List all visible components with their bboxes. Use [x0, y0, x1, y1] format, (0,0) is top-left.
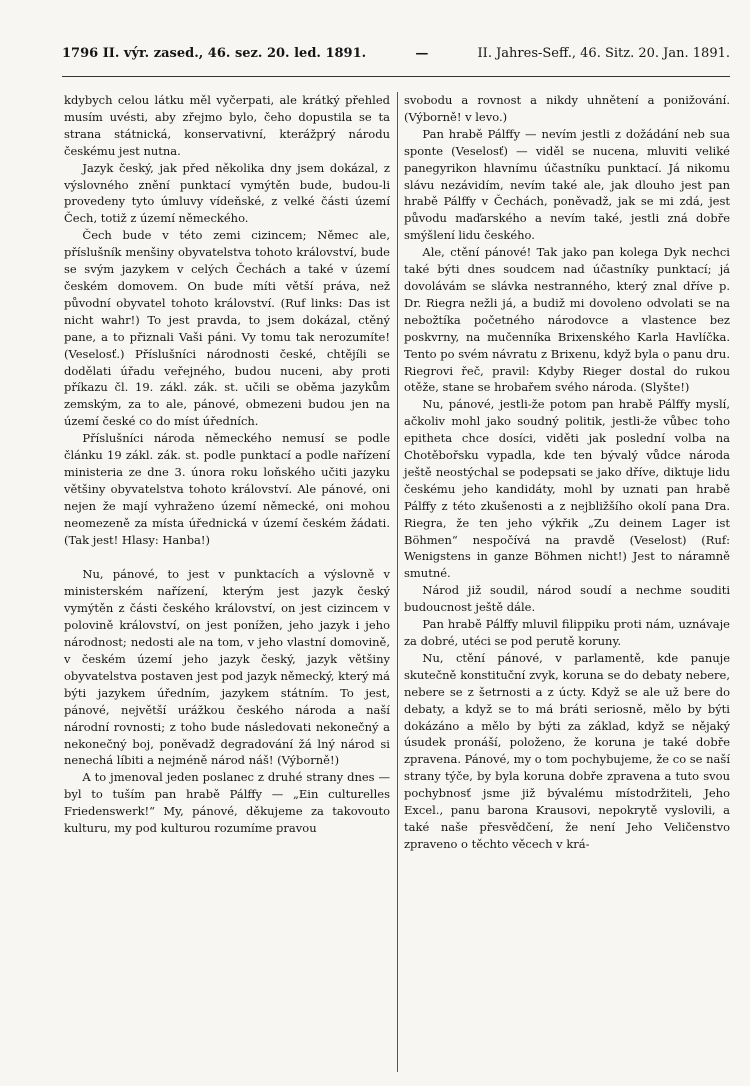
paragraph: Národ již soudil, národ soudí a nechme souditi budoucnost ještě dále.	[404, 583, 730, 615]
paragraph: Pan hrabě Pálffy — nevím jestli z dožádání neb sua sponte (Veselosť) — viděl se nucena, mluviti veliké panegyrikon hlavnímu účastníku punktací. Já nikomu slávu nezávidím, nevím také ale, jak dlouho jest pan hrabě Pálffy v Čechách, poněvadž, jak se mi zdá, jest původu maďarského a nevím také, jestli zná dobře smýšlení lidu českého.	[404, 126, 730, 243]
paragraph: Nu, pánové, jestli-že potom pan hrabě Pálffy myslí, ačkoliv mohl jako soudný politik, jestli-že vůbec toho epitheta chce dosíci, viděti jak poslední volba na Chotěbořsku vypadla, kde ten bývalý vůdce národa ještě neostýchal se podepsati se jako dříve, diktuje lidu českému jeho kandidáty, mohl by uznati pan hrabě Pálffy z této zkušenosti a z nejbližšího okolí pana Dra. Riegra, že ten jeho výkřik „Zu deinem Lager ist Böhmen“ nespočívá na pravdě (Veselost) (Ruf: Wenigstens in ganze Böhmen nicht!) Jest to náramně smutné.	[404, 397, 730, 581]
page-header	[62, 46, 730, 61]
header-czech: 1796 II. výr. zased., 46. sez. 20. led. 1891.	[62, 46, 367, 61]
header-dash: —	[415, 46, 429, 61]
right-column	[404, 92, 730, 853]
paragraph: Pan hrabě Pálffy mluvil filippiku proti nám, uznávaje za dobré, utéci se pod perutě koruny.	[404, 617, 730, 648]
paragraph: kdybych celou látku měl vyčerpati, ale krátký přehled musím uvésti, aby zřejmo bylo, čeho dopustila se ta strana státnická, konservativní, kterážprý národu českému jest nutna.	[64, 93, 390, 158]
column-divider	[397, 92, 398, 1072]
paragraph: Nu, ctění pánové, v parlamentě, kde panuje skutečně konstituční zvyk, koruna se do debaty nebere, nebere se z šetrnosti a z úcty. Když se ale už bere do debaty, a když se to má bráti seriosně, mělo by býti dokázáno a mělo by býti za základ, když se nějaký úsudek pronáší, položeno, že koruna je také dobře zpravena. Pánové, my o tom pochybujeme, že co se naší strany týče, by byla koruna dobře zpravena a tuto svou pochybnosť jsme již bývalému místodržiteli, Jeho Excel., panu barona Krausovi, nepokrytě vyslovili, a také naše přesvědčení, že není Jeho Veličenstvo zpraveno o těchto věcech v krá-	[404, 650, 730, 851]
header-rule	[62, 76, 730, 77]
paragraph: Jazyk český, jak před několika dny jsem dokázal, z výslovného znění punktací vymýtěn bude, budou-li provedeny tyto úmluvy vídeňské, z velké části území Čech, totiž z území německého.	[64, 160, 390, 226]
paragraph: svobodu a rovnost a nikdy uhnětení a ponižování. (Výborně! v levo.)	[404, 93, 730, 124]
paragraph: Nu, pánové, to jest v punktacích a výslovně v ministerském nařízení, kterým jest jazyk český vymýtěn z části českého království, on jest cizincem v polovině království, on jest ponížen, jeho jazyk i jeho národnost; nedosti ale na tom, v jeho vlastní domovině, v českém území jeho jazyk český, jazyk většiny obyvatelstva postaven jest pod jazyk německý, který má býti jazykem úředním, jazykem státním. To jest, pánové, největší urážkou českého národa a naší národní rovnosti; z toho bude následovati nekonečný a nekonečný boj, poněvadž degradování žá lný národ si nenechá líbiti a nejméně národ náš! (Výborně!)	[64, 567, 390, 768]
paragraph: Čech bude v této zemi cizincem; Němec ale, příslušník menšiny obyvatelstva tohoto království, bude se svým jazykem v celých Čechách a také v území českém domovem. On bude míti větší práva, než původní obyvatel tohoto království. (Ruf links: Das ist nicht wahr!) To jest pravda, to jsem dokázal, ctěný pane, a to přiznali Vaši páni. Vy tomu tak nerozumíte! (Veselosť.) Příslušníci národnosti české, chtějíli se dodělati úřadu veřejného, budou nuceni, aby proti příkazu čl. 19. zákl. zák. st. učili se oběma jazykům zemským, za to ale, pánové, obmezeni budou jen na území české co do míst úředních.	[64, 228, 390, 429]
header-german: II. Jahres-Seff., 46. Sitz. 20. Jan. 1891.	[477, 46, 730, 61]
paragraph: Ale, ctění pánové! Tak jako pan kolega Dyk nechci také býti dnes soudcem nad účastníky punktací; já dovolávám se slávka nestranného, který znal dříve p. Dr. Riegra nežli já, a budiž mi dovoleno odvolati se na nebožtíka početného národovce a vlastence bez poskvrny, na mučenníka Brixenského Karla Havlíčka. Tento po svém návratu z Brixenu, když byla o panu dru. Riegrovi řeč, pravil: Kdyby Rieger dostal do rukou otěže, stane se hrobařem svého národa. (Slyšte!)	[404, 245, 730, 395]
left-column	[64, 92, 390, 837]
paragraph: Příslušníci národa německého nemusí se podle článku 19 zákl. zák. st. podle punktací a podle nařízení ministeria ze dne 3. února roku loňského učiti jazyku většiny obyvatelstva tohoto království. Ale pánové, oni nejen že mají vyhraženo území německé, oni mohou neomezeně za místa úřednická v území českém žádati. (Tak jest! Hlasy: Hanba!)	[64, 431, 390, 547]
paragraph: A to jmenoval jeden poslanec z druhé strany dnes — byl to tuším pan hrabě Pálffy — „Ein culturelles Friedenswerk!“ My, pánové, děkujeme za takovouto kulturu, my pod kulturou rozumíme pravou	[64, 770, 390, 836]
